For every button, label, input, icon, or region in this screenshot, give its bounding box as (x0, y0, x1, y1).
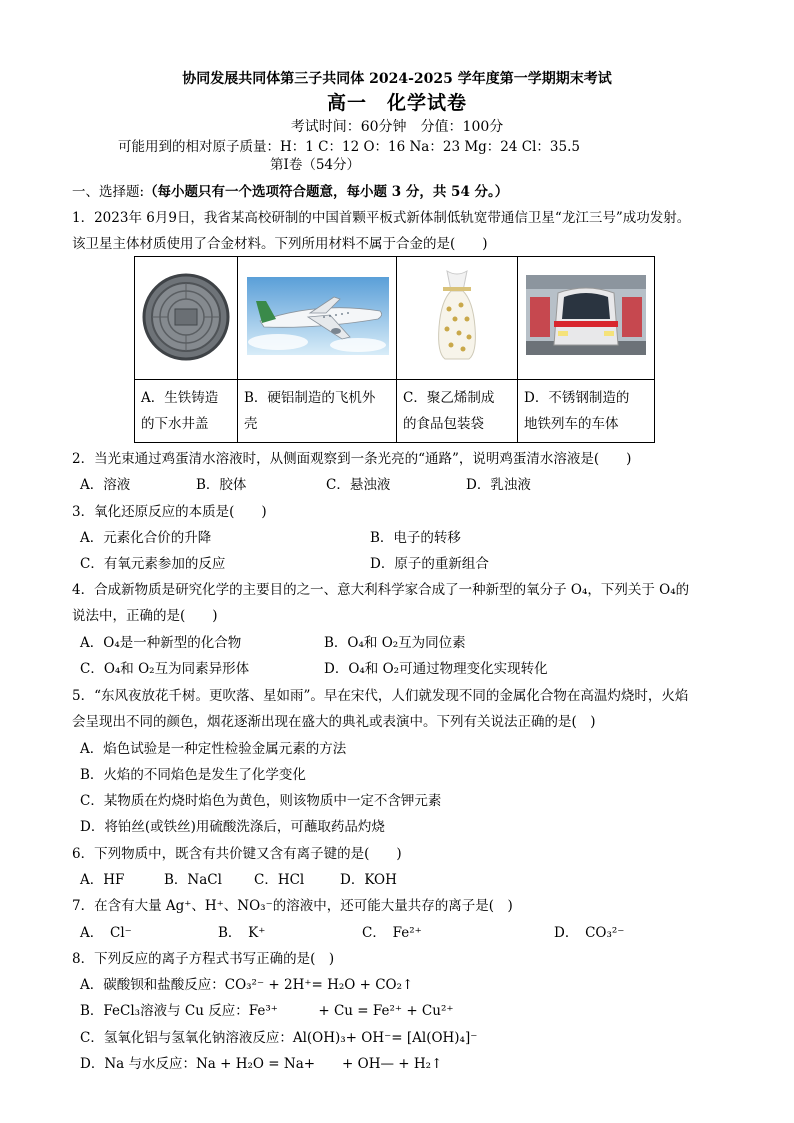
exam-time: 考试时间：60分钟 分值：100分 (290, 119, 504, 135)
q3-option-d: D．原子的重新组合 (370, 556, 489, 572)
image-cell-airplane (238, 257, 397, 380)
option-b-cell (238, 380, 397, 443)
option-c-cell (397, 380, 518, 443)
image-cell-subway (518, 257, 655, 380)
option-a-cell (135, 380, 238, 443)
section-heading (72, 180, 508, 200)
option-c-line1: C．聚乙烯制成 (403, 390, 495, 406)
exam-subtitle: 高一 化学试卷 (326, 92, 467, 114)
q8-stem: 8．下列反应的离子方程式书写正确的是( ) (72, 951, 335, 967)
option-a-line1: A．生铁铸造 (141, 390, 219, 406)
q1-stem-line1: 1．2023年 6月9日，我省某高校研制的中国首颗平板式新体制低轨宽带通信卫星“龙江三号”成功发射。 (72, 210, 691, 226)
q2-stem: 2．当光束通过鸡蛋清水溶液时，从侧面观察到一条光亮的“通路”，说明鸡蛋清水溶液是( ) (72, 451, 632, 467)
q7-stem: 7．在含有大量 Ag⁺、H⁺、NO₃⁻的溶液中，还可能大量共存的离子是( ) (72, 898, 513, 914)
q4-option-d: D．O₄和 O₂可通过物理变化实现转化 (324, 661, 548, 677)
option-d-line1: D．不锈钢制造的 (524, 390, 630, 406)
food-bag-image (397, 257, 517, 379)
q3-stem: 3．氧化还原反应的本质是( ) (72, 504, 267, 520)
q2-option-a: A．溶液 (80, 477, 131, 493)
q2-option-d: D．乳浊液 (466, 477, 531, 493)
option-c-line2: 的食品包装袋 (403, 416, 484, 432)
exam-title: 协同发展共同体第三子共同体 2024-2025 学年度第一学期期末考试 (182, 71, 612, 87)
q4-option-a: A．O₄是一种新型的化合物 (80, 635, 242, 651)
image-cell-manhole (135, 257, 238, 380)
image-cell-food-bag (397, 257, 518, 380)
option-a-line2: 的下水井盖 (141, 416, 209, 432)
q4-option-b: B．O₄和 O₂互为同位素 (324, 635, 466, 651)
subway-train-image (518, 257, 654, 379)
option-b-line1: B．硬铝制造的飞机外 (244, 390, 376, 406)
q4-stem-line1: 4．合成新物质是研究化学的主要目的之一、意大利科学家合成了一种新型的氧分子 O₄，下列关于 O₄的 (72, 582, 690, 598)
q3-option-a: A．元素化合价的升降 (80, 530, 212, 546)
q8-option-b: B．FeCl₃溶液与 Cu 反应：Fe³⁺ + Cu = Fe²⁺ + Cu²⁺ (80, 1003, 454, 1019)
q6-option-b: B．NaCl (164, 872, 222, 888)
section-note: （每小题只有一个选项符合题意，每小题 3 分，共 54 分。） (144, 184, 509, 200)
option-d-cell (518, 380, 655, 443)
q6-stem: 6．下列物质中，既含有共价键又含有离子键的是( ) (72, 846, 402, 862)
airplane-image (238, 257, 396, 379)
q1-stem-line2: 该卫星主体材质使用了合金材料。下列所用材料不属于合金的是( ) (72, 236, 488, 252)
atomic-mass-line: 可能用到的相对原子质量：H：1 C：12 O：16 Na：23 Mg：24 Cl：35.5 (118, 139, 580, 155)
q2-option-b: B．胶体 (196, 477, 247, 493)
volume-label: 第Ⅰ卷（54分） (270, 157, 361, 173)
q4-stem-line2: 说法中，正确的是( ) (72, 608, 218, 624)
q6-option-c: C．HCl (254, 872, 305, 888)
q8-option-d: D．Na 与水反应：Na + H₂O = Na+ + OH— + H₂↑ (80, 1056, 443, 1072)
q2-option-c: C．悬浊液 (326, 477, 391, 493)
q5-option-b: B．火焰的不同焰色是发生了化学变化 (80, 767, 306, 783)
section-label: 一、选择题: (72, 184, 145, 200)
q5-stem-line1: 5．“东风夜放花千树。更吹落、星如雨”。早在宋代，人们就发现不同的金属化合物在高温灼烧时，火焰 (72, 688, 689, 704)
manhole-cover-image (135, 257, 237, 379)
q5-stem-line2: 会呈现出不同的颜色，烟花逐渐出现在盛大的典礼或表演中。下列有关说法正确的是( ) (72, 714, 596, 730)
q5-option-c: C．某物质在灼烧时焰色为黄色，则该物质中一定不含钾元素 (80, 793, 442, 809)
option-b-line2: 壳 (244, 416, 258, 432)
q7-option-d: D． CO₃²⁻ (554, 925, 625, 941)
q6-option-d: D．KOH (340, 872, 397, 888)
q3-option-b: B．电子的转移 (370, 530, 461, 546)
q7-option-b: B． K⁺ (218, 925, 266, 941)
q8-option-c: C．氢氧化铝与氢氧化钠溶液反应：Al(OH)₃+ OH⁻= [Al(OH)₄]⁻ (80, 1030, 478, 1046)
q6-option-a: A．HF (80, 872, 125, 888)
q4-option-c: C．O₄和 O₂互为同素异形体 (80, 661, 250, 677)
q5-option-a: A．焰色试验是一种定性检验金属元素的方法 (80, 741, 347, 757)
q8-option-a: A．碳酸钡和盐酸反应：CO₃²⁻ + 2H⁺= H₂O + CO₂↑ (80, 977, 414, 993)
option-d-line2: 地铁列车的车体 (524, 416, 619, 432)
q7-option-a: A． Cl⁻ (80, 925, 132, 941)
q1-image-table (134, 256, 655, 443)
q7-option-c: C． Fe²⁺ (362, 925, 422, 941)
q5-option-d: D．将铂丝(或铁丝)用硫酸洗涤后，可蘸取药品灼烧 (80, 819, 385, 835)
q3-option-c: C．有氧元素参加的反应 (80, 556, 226, 572)
